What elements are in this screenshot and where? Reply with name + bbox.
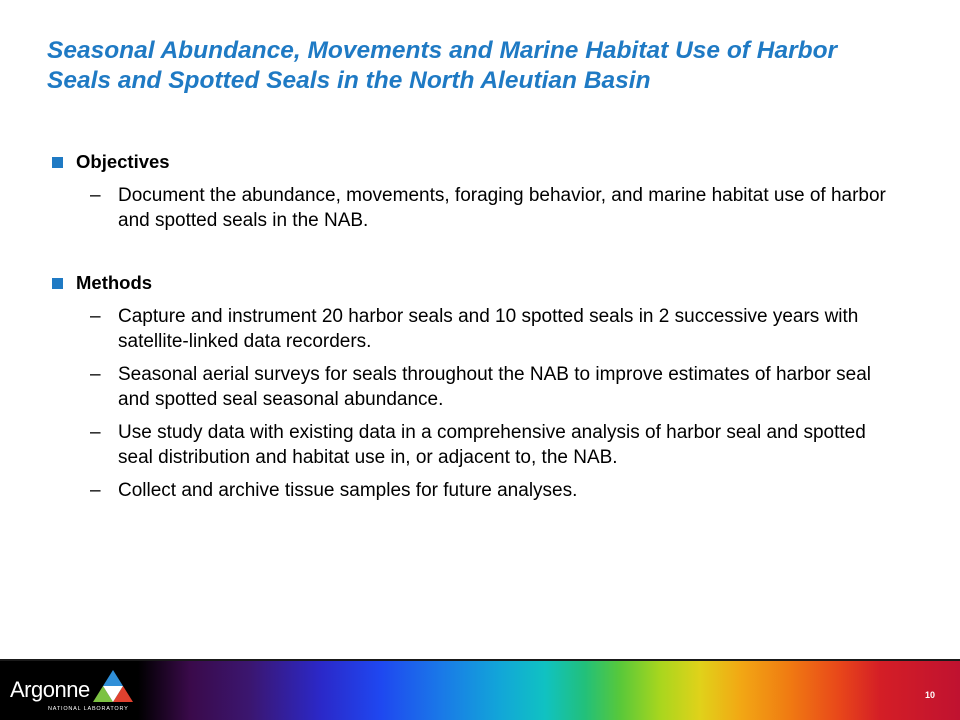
dash-bullet-icon: – bbox=[90, 185, 101, 206]
slide-title: Seasonal Abundance, Movements and Marine Habitat Use of Harbor Seals and Spotted Seals in the North Aleutian Basin bbox=[47, 37, 838, 94]
square-bullet-icon bbox=[52, 278, 63, 289]
sub-bullet-list bbox=[52, 183, 892, 233]
sub-bullet-list bbox=[52, 304, 892, 503]
dash-bullet-icon: – bbox=[90, 306, 101, 327]
sub-bullet-item bbox=[52, 304, 892, 354]
sub-bullet-item bbox=[52, 362, 892, 412]
sub-bullet-text: Collect and archive tissue samples for future analyses. bbox=[118, 480, 578, 501]
sub-bullet-text: Document the abundance, movements, foraging behavior, and marine habitat use of harbor and spotted seals in the NAB. bbox=[118, 185, 886, 231]
section-heading: Methods bbox=[76, 272, 153, 293]
logo-wordmark: Argonne bbox=[10, 677, 90, 702]
dash-bullet-icon: – bbox=[90, 480, 101, 501]
section-objectives bbox=[52, 148, 892, 233]
section-heading: Objectives bbox=[76, 151, 170, 172]
square-bullet-icon bbox=[52, 157, 63, 168]
dash-bullet-icon: – bbox=[90, 422, 101, 443]
argonne-logo bbox=[10, 669, 135, 717]
sub-bullet-text: Seasonal aerial surveys for seals throughout the NAB to improve estimates of harbor seal and spotted seal seasonal abundance. bbox=[118, 364, 871, 410]
sub-bullet-item bbox=[52, 420, 892, 470]
logo-subtext: NATIONAL LABORATORY bbox=[48, 706, 129, 712]
section-heading-row bbox=[52, 269, 892, 297]
sub-bullet-item bbox=[52, 183, 892, 233]
dash-bullet-icon: – bbox=[90, 364, 101, 385]
section-heading-row bbox=[52, 148, 892, 176]
footer-spectrum-bar bbox=[0, 659, 960, 720]
page-number: 10 bbox=[924, 690, 935, 700]
sub-bullet-text: Use study data with existing data in a comprehensive analysis of harbor seal and spotted seal distribution and habitat use in, or adjacent to, the NAB. bbox=[118, 422, 866, 468]
slide-content bbox=[52, 148, 892, 511]
argonne-triangle-icon bbox=[93, 669, 133, 703]
section-methods bbox=[52, 269, 892, 503]
sub-bullet-item bbox=[52, 478, 892, 503]
sub-bullet-text: Capture and instrument 20 harbor seals and 10 spotted seals in 2 successive years with satellite-linked data recorders. bbox=[118, 306, 859, 352]
